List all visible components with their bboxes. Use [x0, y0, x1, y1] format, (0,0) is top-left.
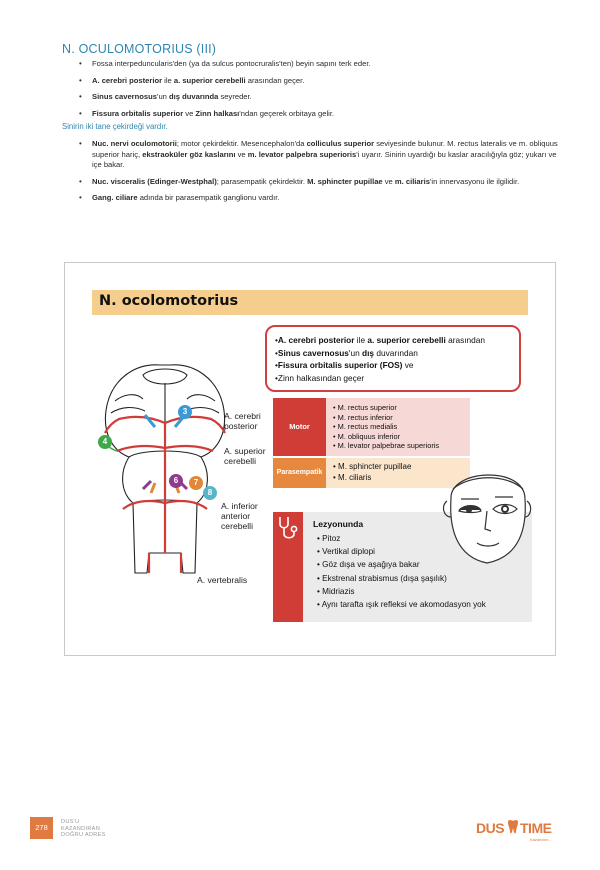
- dustime-logo: [476, 816, 566, 844]
- nuclei-subhead: Sinirin iki tane çekirdeği vardır.: [62, 122, 168, 131]
- text-segment: Gang. ciliare: [92, 193, 138, 203]
- list-item: • M. rectus superior: [333, 403, 439, 413]
- text-segment: ile: [354, 335, 368, 345]
- footer-line: KAZANDIRAN: [61, 825, 101, 832]
- list-item: • Aynı tarafta ışık refleksi ve akomodasyon yok: [317, 598, 486, 611]
- text-segment: 'ndan geçerek orbitaya gelir.: [239, 108, 335, 118]
- text-segment: 'un: [157, 92, 170, 102]
- course-box: [265, 325, 521, 392]
- bullet-item: [62, 109, 562, 120]
- text-segment: Fossa interpeduncularis'den (ya da sulcus pontocruralis'ten) beyin sapını terk eder.: [92, 59, 371, 68]
- motor-muscle-list: [333, 403, 439, 451]
- logo-text-dus: DUS: [476, 820, 505, 836]
- list-item: • M. obliquus inferior: [333, 432, 439, 442]
- logo-text-time: TIME: [520, 820, 552, 836]
- text-segment: 'i uyarır. Sinirin uyardığı bu kaslar aracılığıyla göz; yukarı ve içe bakar.: [92, 149, 557, 170]
- motor-label: Motor: [273, 398, 326, 456]
- text-segment: ile: [162, 75, 174, 85]
- text-segment: a. superior cerebelli: [173, 75, 246, 85]
- course-item: [275, 334, 511, 347]
- label-superior-cerebelli: A. superior cerebelli: [224, 446, 266, 466]
- label-inferior-anterior-cerebelli: A. inferior anterior cerebelli: [221, 501, 258, 531]
- lesion-title: Lezyonunda: [313, 519, 364, 529]
- nuclei-bullet-list: [62, 139, 562, 210]
- text-segment: Nuc. nervi oculomotorii: [92, 139, 177, 148]
- text-segment: dış: [362, 347, 375, 358]
- nerve-number-7: 7: [189, 476, 203, 490]
- text-segment: adında bir parasempatik ganglionu vardır.: [137, 193, 280, 203]
- course-item: [275, 359, 511, 372]
- text-segment: seviyesinde bulunur. M. rectus lateralis ve m. obliquus superior hariç,: [92, 139, 558, 159]
- list-item: • M. sphincter pupillae: [333, 462, 411, 473]
- text-segment: Fissura orbitalis superior (FOS): [277, 360, 403, 370]
- text-segment: a. superior cerebelli: [367, 335, 446, 345]
- page-number: 278: [30, 817, 53, 839]
- list-item: • Göz dışa ve aşağıya bakar: [317, 558, 486, 571]
- text-segment: arasından: [445, 335, 485, 345]
- nerve-number-4: 4: [98, 435, 112, 449]
- footer-line: DOĞRU ADRES: [61, 832, 106, 839]
- text-segment: ekstraoküler göz kaslarını: [142, 149, 236, 159]
- bullet-item: [62, 59, 562, 70]
- text-segment: Zinn halkası: [195, 108, 240, 118]
- list-item: • Ekstrenal strabismus (dışa şaşılık): [317, 572, 486, 585]
- text-segment: Zinn halkasından geçer: [277, 372, 365, 383]
- bullet-item: [62, 139, 562, 171]
- course-item: [275, 372, 511, 385]
- list-item: • Vertikal diplopi: [317, 545, 486, 558]
- text-segment: A. cerebri posterior: [92, 75, 163, 85]
- stethoscope-icon: [275, 514, 301, 544]
- logo-tagline: Kazandırır...: [530, 837, 552, 842]
- list-item: • M. rectus inferior: [333, 413, 439, 423]
- nerve-number-3: 3: [178, 405, 192, 419]
- text-segment: ve: [402, 360, 414, 370]
- oculomotor-figure: [64, 262, 556, 656]
- bullet-item: [62, 193, 562, 204]
- tooth-icon: [506, 819, 520, 835]
- figure-title: N. ocolomotorius: [99, 293, 239, 309]
- text-segment: m. levator palpebra superioris: [247, 149, 357, 159]
- text-segment: M. sphincter pupillae: [307, 176, 383, 186]
- text-segment: ; motor çekirdektir. Mesencephalon'da: [176, 139, 307, 148]
- label-vertebralis: A. vertebralis: [197, 575, 248, 585]
- bullet-item: [62, 76, 562, 87]
- footer-slogan: [61, 819, 106, 839]
- parasympathetic-label: Parasempatik: [273, 458, 326, 488]
- list-item: • Midriazis: [317, 585, 486, 598]
- text-segment: 'in innervasyonu ile ilgilidir.: [429, 176, 520, 186]
- label-cerebri-posterior: A. cerebri posterior: [224, 411, 261, 431]
- text-segment: ve: [235, 149, 248, 159]
- motor-row: [273, 398, 470, 456]
- text-segment: Sinus cavernosus: [92, 92, 157, 102]
- text-segment: seyreder.: [218, 92, 252, 102]
- bullet-item: [62, 177, 562, 188]
- text-segment: ve: [183, 108, 196, 118]
- nerve-number-6: 6: [169, 474, 183, 488]
- parasympathetic-muscle-list: [333, 462, 411, 483]
- text-segment: ve: [382, 176, 395, 186]
- list-item: • M. rectus medialis: [333, 422, 439, 432]
- text-segment: Nuc. visceralis (Edinger-Westphal): [92, 176, 217, 186]
- list-item: • M. levator palpebrae superioris: [333, 441, 439, 451]
- text-segment: arasından geçer.: [245, 75, 305, 85]
- list-item: • M. ciliaris: [333, 473, 411, 484]
- text-segment: colliculus superior: [306, 139, 375, 148]
- footer-line: DUS'U: [61, 819, 80, 825]
- text-segment: duvarından: [374, 347, 418, 358]
- course-bullet-list: [62, 59, 562, 125]
- text-segment: ; parasempatik çekirdektir.: [216, 176, 308, 186]
- text-segment: 'un: [348, 347, 363, 358]
- text-segment: m. ciliaris: [394, 176, 430, 186]
- bullet-item: [62, 92, 562, 103]
- nerve-number-8: 8: [203, 486, 217, 500]
- text-segment: A. cerebri posterior: [277, 335, 355, 345]
- section-title: N. OCULOMOTORIUS (III): [62, 42, 217, 56]
- text-segment: dış duvarında: [169, 92, 219, 102]
- figure-title-bar: [92, 290, 528, 315]
- text-segment: Sinus cavernosus: [277, 347, 349, 358]
- course-item: [275, 347, 511, 360]
- brainstem-illustration: [65, 353, 265, 593]
- ptosis-face-illustration: [439, 459, 535, 571]
- list-item: • Pitoz: [317, 532, 486, 545]
- text-segment: Fissura orbitalis superior: [92, 108, 184, 118]
